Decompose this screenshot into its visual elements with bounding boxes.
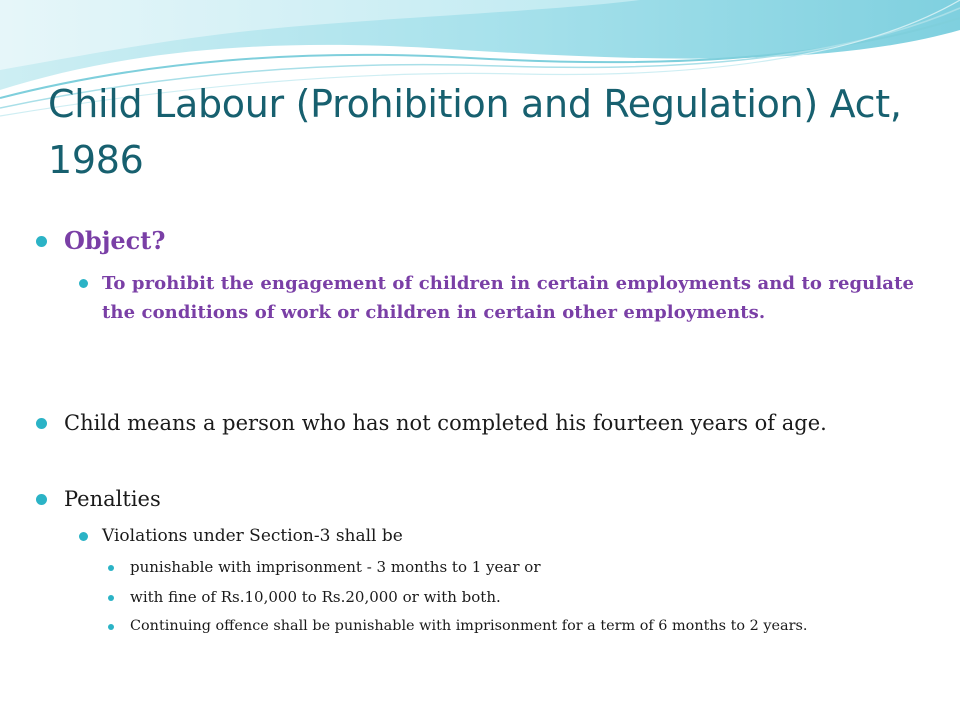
penalty-item-text: Continuing offence shall be punishable with imprisonment for a term of 6 months to 2 years. [130, 618, 808, 634]
bullet-dot-icon [79, 532, 88, 541]
bullet-dot-icon [79, 279, 88, 288]
object-text: To prohibit the engagement of children in certain employments and to regulate the conditions of work or children in certain other employments. [102, 273, 915, 323]
object-heading: Object? [64, 226, 166, 255]
penalty-item [130, 615, 950, 637]
child-definition: Child means a person who has not completed his fourteen years of age. [64, 411, 827, 435]
bullet-object-text [102, 269, 932, 327]
bullet-dot-icon [108, 624, 114, 630]
bullet-dot-icon [36, 494, 47, 505]
bullet-object [64, 226, 924, 256]
violations-text: Violations under Section-3 shall be [102, 526, 403, 546]
bullet-child-definition [64, 408, 944, 438]
bullet-dot-icon [108, 565, 114, 571]
penalty-item-text: punishable with imprisonment - 3 months to 1 year or [130, 558, 541, 576]
slide-title: Child Labour (Prohibition and Regulation) Act, 1986 [48, 82, 902, 182]
penalty-item-text: with fine of Rs.10,000 to Rs.20,000 or with both. [130, 588, 501, 606]
penalty-item [130, 556, 950, 578]
bullet-penalties [64, 484, 924, 514]
bullet-violations [102, 522, 932, 550]
penalty-item [130, 586, 950, 608]
penalties-heading: Penalties [64, 487, 161, 511]
bullet-dot-icon [36, 236, 47, 247]
bullet-dot-icon [36, 418, 47, 429]
bullet-dot-icon [108, 595, 114, 601]
